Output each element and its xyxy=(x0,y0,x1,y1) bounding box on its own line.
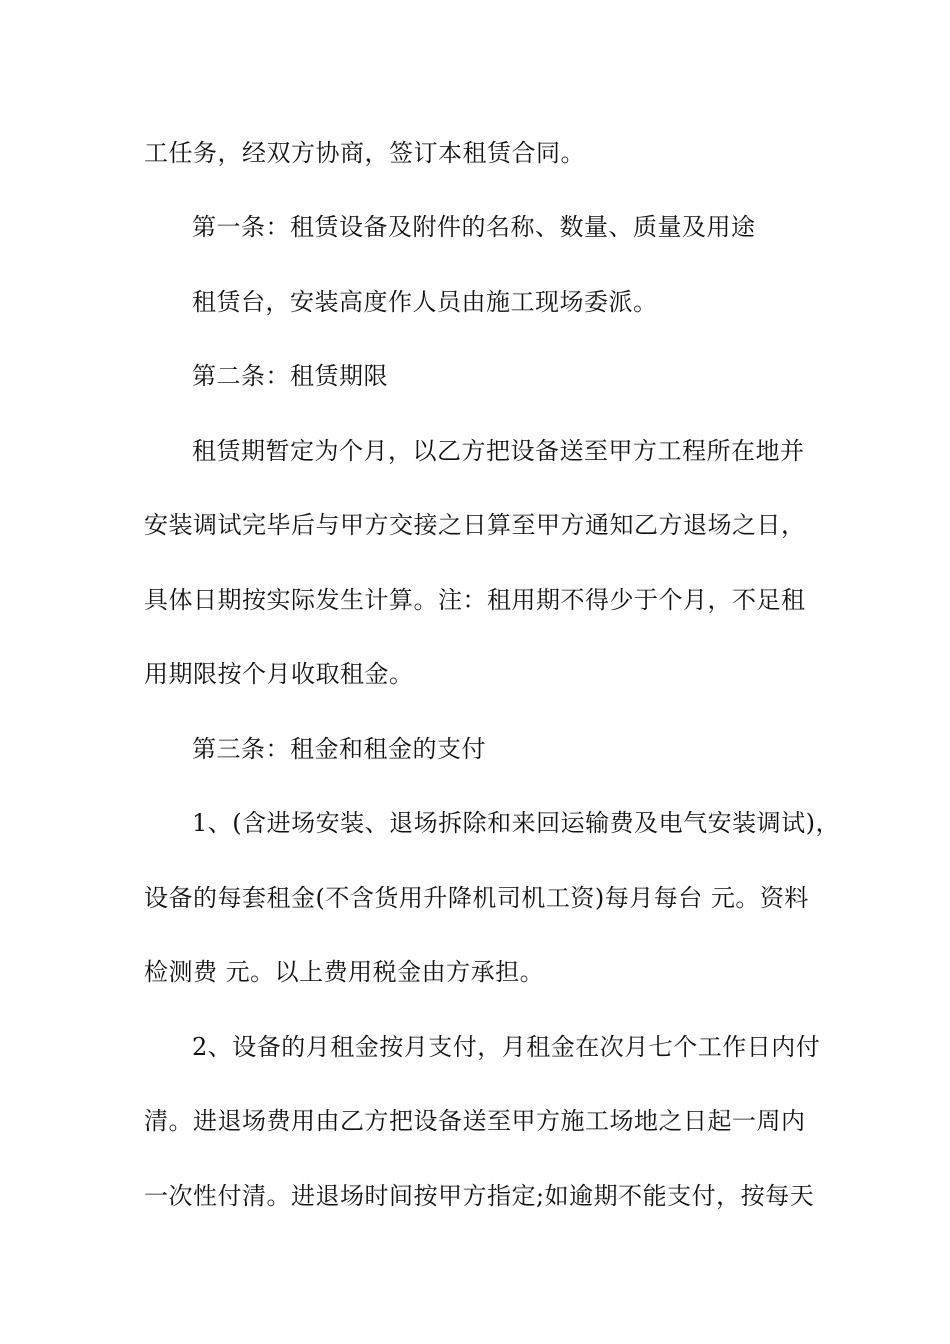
article-1-heading: 第一条：租赁设备及附件的名称、数量、质量及用途 xyxy=(192,213,756,241)
clause-2-line-1: 2、设备的月租金按月支付，月租金在次月七个工作日内付 xyxy=(192,1033,821,1061)
clause-2-line-2: 清。进退场费用由乙方把设备送至甲方施工场地之日起一周内 xyxy=(144,1107,806,1135)
clause-1-line-2: 设备的每套租金(不含货用升降机司机工资)每月每台 元。资料 xyxy=(144,884,809,912)
clause-1-line-1: 1、(含进场安装、退场拆除和来回运输费及电气安装调试)， xyxy=(192,809,840,837)
clause-1-line-3: 检测费 元。以上费用税金由方承担。 xyxy=(144,958,545,986)
text-line-3: 租赁台，安装高度作人员由施工现场委派。 xyxy=(192,288,658,316)
text-line-8: 用期限按个月收取租金。 xyxy=(144,660,414,688)
text-line-6: 安装调试完毕后与甲方交接之日算至甲方通知乙方退场之日， xyxy=(144,511,806,539)
article-2-heading: 第二条：租赁期限 xyxy=(192,362,388,390)
text-line-1: 工任务，经双方协商，签订本租赁合同。 xyxy=(144,139,585,167)
article-3-heading: 第三条：租金和租金的支付 xyxy=(192,735,486,763)
text-line-5: 租赁期暂定为个月，以乙方把设备送至甲方工程所在地并 xyxy=(192,437,805,465)
text-line-7: 具体日期按实际发生计算。注：租用期不得少于个月，不足租 xyxy=(144,586,806,614)
clause-2-line-3: 一次性付清。进退场时间按甲方指定;如逾期不能支付，按每天 xyxy=(144,1182,815,1210)
